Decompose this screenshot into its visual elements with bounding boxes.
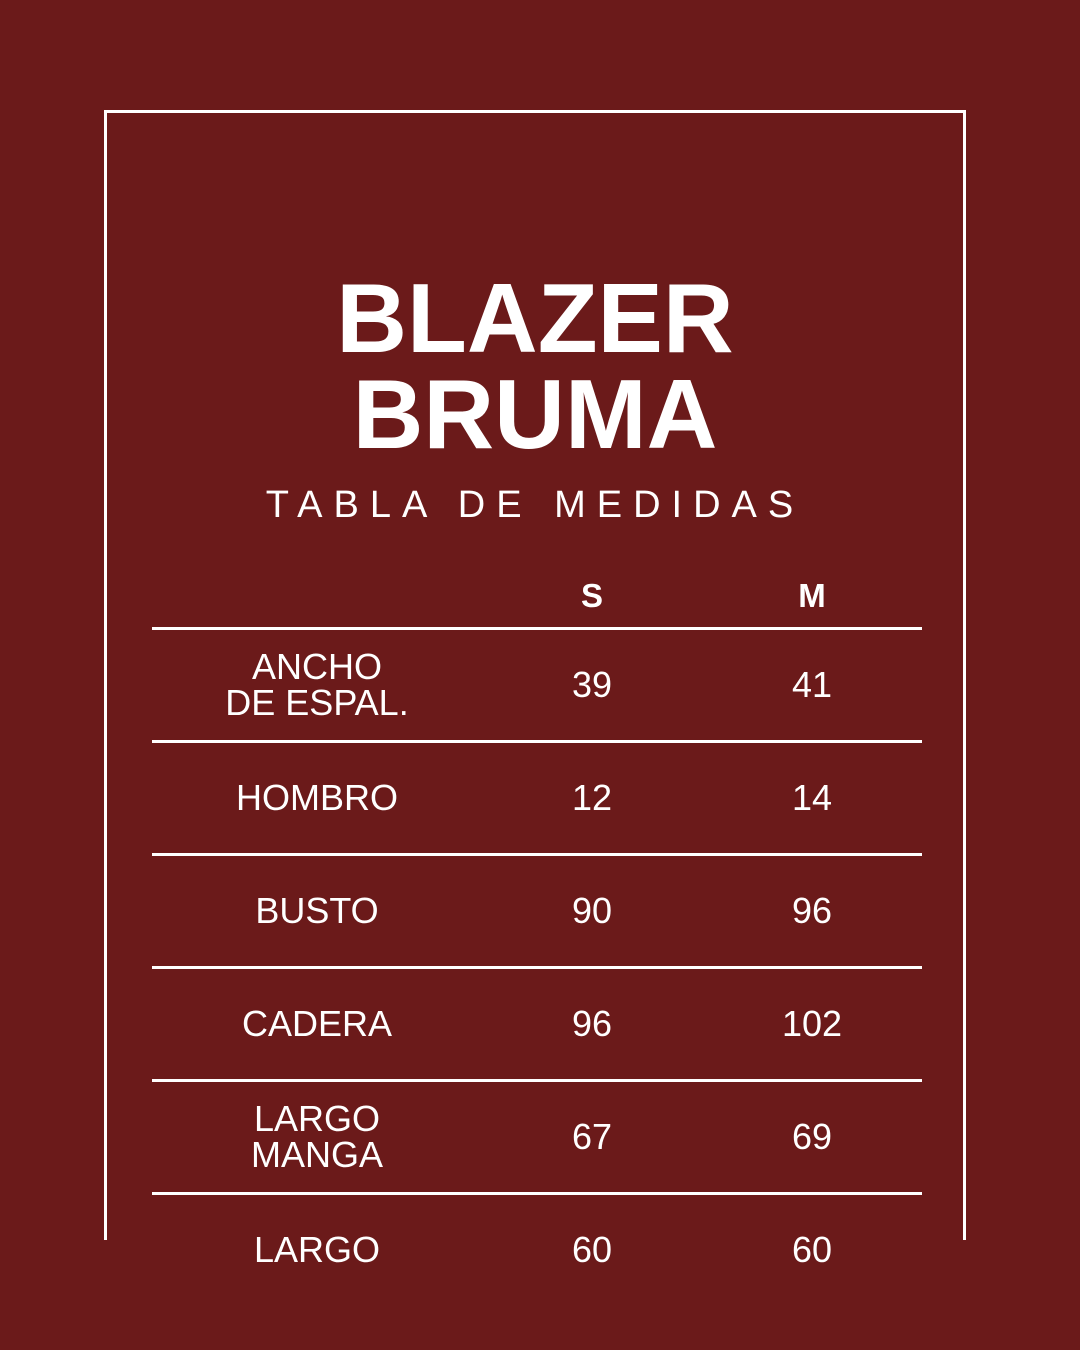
row-label — [152, 1194, 482, 1306]
row-value-s: 60 — [571, 1229, 613, 1270]
row-value-s: 39 — [571, 664, 613, 705]
row-label-line-1: LARGO — [253, 1098, 381, 1139]
content-area — [104, 110, 966, 1270]
row-value-m: 41 — [791, 664, 833, 705]
row-label — [152, 742, 482, 855]
table-row — [152, 855, 922, 968]
table-header-row — [152, 565, 922, 629]
row-label-line-1: BUSTO — [255, 889, 379, 931]
page-title-line-2: BRUMA — [352, 359, 718, 470]
column-header-s: S — [580, 577, 603, 614]
column-header-m: M — [798, 577, 826, 614]
row-value-m: 96 — [791, 890, 833, 931]
page-subtitle: TABLA DE MEDIDAS — [265, 484, 805, 527]
table-row — [152, 968, 922, 1081]
row-value-s: 96 — [571, 1003, 613, 1044]
title-block — [104, 263, 966, 527]
row-label — [152, 1081, 482, 1194]
row-label-line-1: LARGO — [253, 1228, 381, 1270]
table-row — [152, 1194, 922, 1306]
table-row — [152, 742, 922, 855]
row-value-s: 12 — [571, 777, 613, 818]
row-value-m: 60 — [791, 1229, 833, 1270]
row-label — [152, 968, 482, 1081]
column-header-measure — [152, 565, 482, 629]
row-label — [152, 855, 482, 968]
row-value-m: 69 — [791, 1116, 833, 1157]
row-label — [152, 629, 482, 742]
table-row — [152, 629, 922, 742]
page-title-line-1: BLAZER — [336, 263, 734, 373]
row-label-line-1: ANCHO — [251, 646, 382, 687]
row-value-m: 14 — [791, 777, 833, 818]
row-label-line-1: HOMBRO — [236, 776, 398, 818]
table-row — [152, 1081, 922, 1194]
row-label-line-2: DE ESPAL. — [225, 682, 409, 723]
row-value-s: 67 — [571, 1116, 613, 1157]
row-label-line-1: CADERA — [241, 1002, 393, 1044]
measurements-table — [152, 565, 922, 1305]
table-body — [152, 629, 922, 1306]
table-head — [152, 565, 922, 629]
row-value-s: 90 — [571, 890, 613, 931]
row-value-m: 102 — [781, 1003, 843, 1044]
row-label-line-2: MANGA — [250, 1134, 383, 1175]
